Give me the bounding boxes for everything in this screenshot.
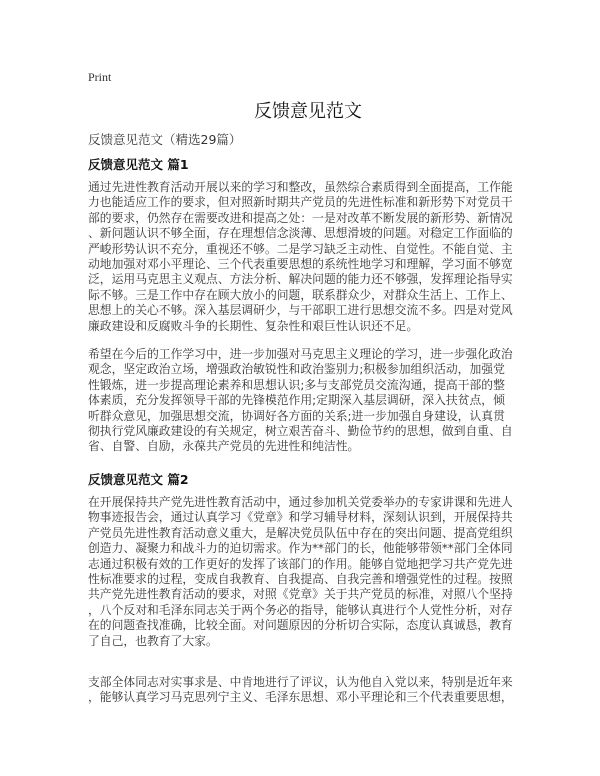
text-line: 通过先进性教育活动开展以来的学习和整改，虽然综合素质得到全面提高，工作能: [88, 180, 513, 194]
print-label: Print: [88, 70, 112, 84]
text-line: ，八个反对和毛泽东同志关于两个务必的指导，能够认真进行个人党性分析，对存: [88, 602, 513, 617]
text-line: 省、自警、自励，永葆共产党员的先进性和纯洁性。: [88, 439, 360, 454]
paragraph: [88, 180, 513, 334]
text-line: 泛，运用马克思主义观点、方法分析、解决问题的能力还不够强，发挥理论指导实: [88, 272, 513, 287]
text-line: 严峻形势认识不充分，重视还不够。二是学习缺乏主动性、自觉性。不能自觉、主: [88, 241, 513, 256]
text-line: 志通过积极有效的工作更好的发挥了该部门的作用。能够自觉地把学习共产党先进: [88, 556, 513, 571]
text-line: 物事迹报告会，通过认真学习《党章》和学习辅导材料，深刻认识到，开展保持共: [88, 510, 513, 525]
section-heading-1: 反馈意见范文 篇1: [88, 157, 189, 172]
text-line: 创造力、凝聚力和战斗力的迫切需求。作为**部门的长，他能够带领**部门全体同: [88, 541, 513, 556]
text-line: 了自己，也教育了大家。: [88, 633, 218, 648]
text-line: 、新问题认识不够全面，存在理想信念淡薄、思想滑坡的问题。对稳定工作面临的: [88, 226, 513, 241]
text-line: 支部全体同志对实事求是、中肯地进行了评议，认为他自入党以来，特别是近年来: [88, 675, 513, 689]
paragraph: [88, 347, 513, 455]
text-line: 际不够。三是工作中存在顾大放小的问题，联系群众少，对群众生活上、工作上、: [88, 287, 513, 302]
text-line: 希望在今后的工作学习中，进一步加强对马克思主义理论的学习，进一步强化政治: [88, 347, 513, 361]
text-line: 听群众意见，加强思想交流，协调好各方面的关系;进一步加强自身建设，认真贯: [88, 408, 505, 423]
document-title: 反馈意见范文: [254, 101, 362, 122]
text-line: 廉政建设和反腐败斗争的长期性、复杂性和艰巨性认识还不足。: [88, 318, 419, 333]
text-line: 动地加强对邓小平理论、三个代表重要思想的系统性地学习和理解，学习面不够宽: [88, 256, 513, 271]
text-line: 力也能适应工作的要求，但对照新时期共产党员的先进性标准和新形势下对党员干: [88, 195, 513, 210]
paragraph: [88, 495, 513, 649]
text-line: 性锻炼，进一步提高理论素养和思想认识;多与支部党员交流沟通，提高干部的整: [88, 377, 505, 392]
text-line: 产党员先进性教育活动意义重大，是解决党员队伍中存在的突出问题、提高党组织: [88, 525, 513, 540]
text-line: 在开展保持共产党先进性教育活动中，通过参加机关党委举办的专家讲课和先进人: [88, 495, 513, 509]
text-line: 体素质，充分发挥领导干部的先锋模范作用;定期深入基层调研，深入扶贫点，倾: [88, 393, 505, 408]
text-line: ，能够认真学习马克思列宁主义、毛泽东思想、邓小平理论和三个代表重要思想，: [88, 690, 513, 705]
text-line: 思想上的关心不够。深入基层调研少，与干部职工进行思想交流不多。四是对党风: [88, 303, 513, 318]
section-heading-2: 反馈意见范文 篇2: [88, 472, 189, 487]
text-line: 观念，坚定政治立场，增强政治敏锐性和政治鉴别力;积极参加组织活动，加强党: [88, 362, 505, 377]
text-line: 共产党先进性教育活动的要求，对照《党章》关于共产党员的标准，对照八个坚持: [88, 587, 513, 602]
text-line: 部的要求，仍然存在需要改进和提高之处：一是对改革不断发展的新形势、新情况: [88, 210, 513, 225]
document-subtitle: 反馈意见范文（精选29篇）: [88, 132, 242, 147]
text-line: 性标准要求的过程，变成自我教育、自我提高、自我完善和增强党性的过程。按照: [88, 571, 513, 586]
paragraph: [88, 675, 513, 706]
text-line: 在的问题查找准确，比较全面。对问题原因的分析切合实际，态度认真诚恳，教育: [88, 618, 513, 633]
text-line: 彻执行党风廉政建设的有关规定，树立艰苦奋斗、勤俭节约的思想，做到自重、自: [88, 423, 513, 438]
